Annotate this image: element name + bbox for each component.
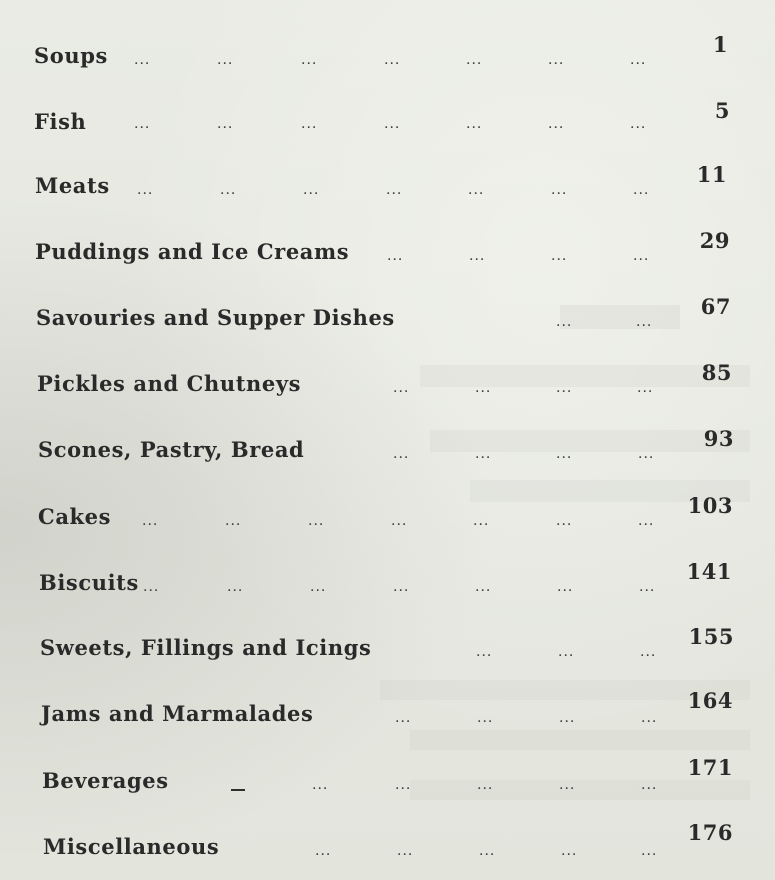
leader-dots: ... bbox=[551, 248, 568, 264]
toc-entry-page: 85 bbox=[701, 360, 732, 385]
toc-entry-title: Fish bbox=[34, 109, 87, 134]
toc-entry[interactable] bbox=[34, 98, 754, 138]
toc-entry-page: 176 bbox=[687, 820, 733, 845]
toc-entry[interactable] bbox=[38, 493, 758, 533]
leader-dots: ... bbox=[477, 710, 494, 726]
leader-dots: ... bbox=[638, 446, 655, 462]
toc-entry-title: Sweets, Fillings and Icings bbox=[40, 635, 372, 660]
toc-entry-page: 5 bbox=[714, 98, 730, 123]
leader-dots: ... bbox=[551, 182, 568, 198]
toc-entry[interactable] bbox=[41, 690, 761, 730]
toc-entry-title: Cakes bbox=[38, 504, 112, 529]
toc-entry-page: 1 bbox=[712, 32, 728, 57]
toc-entry-page: 93 bbox=[703, 426, 734, 451]
toc-entry[interactable] bbox=[35, 228, 755, 268]
leader-dots: ... bbox=[393, 446, 410, 462]
leader-dots: ... bbox=[468, 182, 485, 198]
toc-entry-title: Puddings and Ice Creams bbox=[35, 239, 350, 264]
toc-entry-page: 171 bbox=[687, 755, 733, 780]
leader-dots: ... bbox=[384, 52, 401, 68]
toc-entry-page: 164 bbox=[687, 688, 733, 713]
leader-dots: ... bbox=[641, 710, 658, 726]
toc-entry-title: Meats bbox=[35, 173, 110, 198]
leader-dots: ... bbox=[301, 116, 318, 132]
leader-dots: ... bbox=[310, 579, 327, 595]
leader-dots: ... bbox=[548, 116, 565, 132]
leader-dots: ... bbox=[137, 182, 154, 198]
toc-entry-title: Beverages bbox=[42, 768, 169, 793]
toc-entry-title: Pickles and Chutneys bbox=[37, 371, 302, 396]
leader-dots: ... bbox=[633, 248, 650, 264]
leader-dots: ... bbox=[301, 52, 318, 68]
leader-dots: ... bbox=[391, 513, 408, 529]
leader-dots: ... bbox=[473, 513, 490, 529]
leader-dots: ... bbox=[561, 843, 578, 859]
leader-dots: ... bbox=[559, 777, 576, 793]
toc-entry[interactable] bbox=[43, 820, 763, 863]
leader-dots: ... bbox=[638, 513, 655, 529]
leader-dots: ... bbox=[387, 248, 404, 264]
leader-dots: ... bbox=[217, 116, 234, 132]
leader-dots: ... bbox=[636, 314, 653, 330]
leader-dots: ... bbox=[142, 513, 159, 529]
toc-entry[interactable] bbox=[34, 32, 754, 72]
leader-dots: ... bbox=[476, 644, 493, 660]
leader-dots: ... bbox=[556, 380, 573, 396]
toc-entry-title: Miscellaneous bbox=[43, 834, 220, 859]
bleed-through-line bbox=[410, 730, 750, 750]
toc-entry[interactable] bbox=[42, 757, 762, 797]
leader-dots: ... bbox=[134, 116, 151, 132]
leader-dots: ... bbox=[641, 843, 658, 859]
leader-dots: ... bbox=[384, 116, 401, 132]
toc-entry-title: Biscuits bbox=[39, 570, 139, 595]
leader-dots: ... bbox=[134, 52, 151, 68]
leader-dots: ... bbox=[217, 52, 234, 68]
leader-dots: ... bbox=[559, 710, 576, 726]
toc-entry-title: Jams and Marmalades bbox=[41, 701, 314, 726]
leader-dots: ... bbox=[637, 380, 654, 396]
leader-dots: ... bbox=[558, 644, 575, 660]
leader-dots: ... bbox=[312, 777, 329, 793]
toc-entry-page: 141 bbox=[686, 559, 732, 584]
toc-entry-title: Soups bbox=[34, 43, 108, 68]
leader-dots: ... bbox=[469, 248, 486, 264]
toc-entry[interactable] bbox=[35, 162, 755, 202]
leader-dots: ... bbox=[639, 579, 656, 595]
toc-entry[interactable] bbox=[40, 624, 760, 664]
leader-dots: ... bbox=[227, 579, 244, 595]
toc-entry-title: Savouries and Supper Dishes bbox=[36, 305, 395, 330]
leader-dots: ... bbox=[556, 446, 573, 462]
leader-dots: ... bbox=[630, 116, 647, 132]
toc-entry[interactable] bbox=[39, 559, 759, 599]
toc-entry[interactable] bbox=[37, 360, 757, 400]
leader-dots: ... bbox=[143, 579, 160, 595]
toc-entry[interactable] bbox=[36, 294, 756, 334]
leader-dots: ... bbox=[393, 579, 410, 595]
leader-dots: ... bbox=[556, 513, 573, 529]
leader-dots: ... bbox=[640, 644, 657, 660]
leader-dots: ... bbox=[220, 182, 237, 198]
toc-entry-page: 67 bbox=[700, 294, 731, 319]
leader-dots: ... bbox=[397, 843, 414, 859]
stray-dash-mark bbox=[231, 789, 245, 791]
leader-dots: ... bbox=[475, 446, 492, 462]
leader-dots: ... bbox=[548, 52, 565, 68]
leader-dots: ... bbox=[308, 513, 325, 529]
leader-dots: ... bbox=[477, 777, 494, 793]
leader-dots: ... bbox=[225, 513, 242, 529]
leader-dots: ... bbox=[395, 710, 412, 726]
leader-dots: ... bbox=[386, 182, 403, 198]
leader-dots: ... bbox=[315, 843, 332, 859]
leader-dots: ... bbox=[395, 777, 412, 793]
leader-dots: ... bbox=[475, 579, 492, 595]
toc-entry-page: 29 bbox=[699, 228, 730, 253]
toc-entry-page: 155 bbox=[688, 624, 734, 649]
leader-dots: ... bbox=[556, 314, 573, 330]
leader-dots: ... bbox=[479, 843, 496, 859]
toc-entry-title: Scones, Pastry, Bread bbox=[38, 437, 305, 462]
leader-dots: ... bbox=[633, 182, 650, 198]
leader-dots: ... bbox=[393, 380, 410, 396]
toc-entry[interactable] bbox=[38, 426, 758, 466]
leader-dots: ... bbox=[466, 52, 483, 68]
leader-dots: ... bbox=[630, 52, 647, 68]
leader-dots: ... bbox=[303, 182, 320, 198]
toc-entry-page: 11 bbox=[696, 162, 727, 187]
toc-entry-page: 103 bbox=[687, 493, 733, 518]
leader-dots: ... bbox=[557, 579, 574, 595]
leader-dots: ... bbox=[475, 380, 492, 396]
leader-dots: ... bbox=[641, 777, 658, 793]
leader-dots: ... bbox=[466, 116, 483, 132]
